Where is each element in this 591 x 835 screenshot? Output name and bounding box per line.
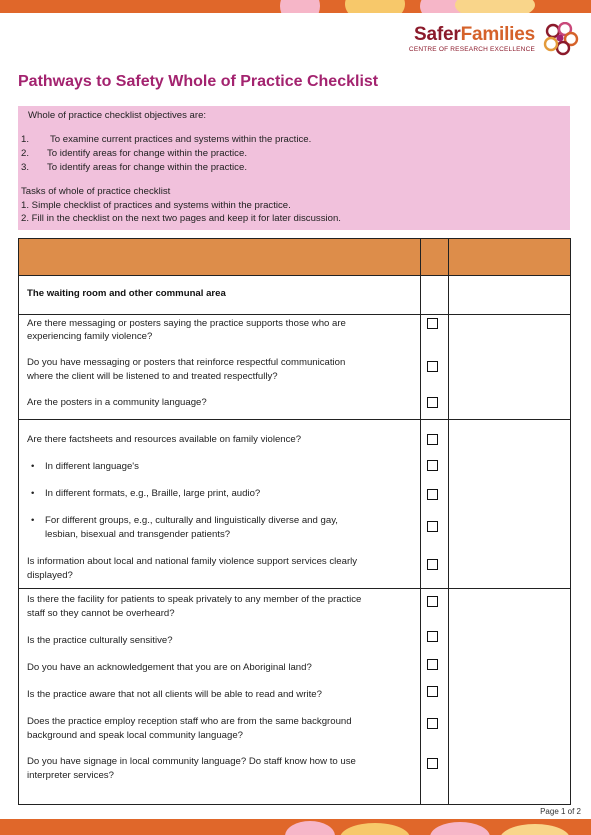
page-title: Pathways to Safety Whole of Practice Checklist	[18, 73, 379, 90]
question-text: Is the practice culturally sensitive?	[27, 635, 173, 646]
objectives-box	[18, 106, 570, 230]
question-text: interpreter services?	[27, 770, 114, 781]
band-blob	[500, 824, 570, 835]
objectives-heading: Whole of practice checklist objectives are:	[28, 110, 207, 121]
band-blob	[285, 821, 335, 835]
table-header-row	[19, 239, 571, 276]
question-text: Are there messaging or posters saying the practice supports those who are	[27, 318, 346, 329]
checkbox[interactable]	[427, 460, 438, 471]
checkbox[interactable]	[427, 559, 438, 570]
safer-families-logo	[409, 22, 579, 56]
header-cell	[421, 239, 449, 276]
checkbox[interactable]	[427, 596, 438, 607]
question-group	[19, 420, 571, 589]
question-text: Do you have signage in local community language? Do staff know how to use	[27, 756, 356, 767]
question-text: Is information about local and national family violence support services clearly	[27, 556, 358, 567]
question-text: displayed?	[27, 570, 73, 581]
bullet-point: •	[31, 488, 35, 499]
notes-cell[interactable]	[449, 420, 571, 589]
task-item: 2. Fill in the checklist on the next two pages and keep it for later discussion.	[21, 213, 341, 224]
checkbox-cell	[421, 420, 449, 589]
header-cell	[19, 239, 421, 276]
question-text: experiencing family violence?	[27, 331, 153, 342]
checkbox-cell	[421, 315, 449, 420]
question-group	[19, 589, 571, 805]
logo-word-part2: Families	[460, 24, 535, 45]
checkbox[interactable]	[427, 659, 438, 670]
question-text: In different language's	[45, 461, 139, 472]
question-text: background and speak local community language?	[27, 730, 243, 741]
task-item: 1. Simple checklist of practices and systems within the practice.	[21, 200, 291, 211]
question-text: Are the posters in a community language?	[27, 397, 207, 408]
checkbox[interactable]	[427, 758, 438, 769]
checklist-table	[18, 238, 571, 805]
section-row	[19, 276, 571, 315]
top-decorative-band	[0, 0, 591, 13]
empty-cell	[421, 276, 449, 315]
tasks-heading: Tasks of whole of practice checklist	[21, 186, 171, 197]
flower-circles-icon	[541, 22, 579, 56]
bottom-decorative-band	[0, 819, 591, 835]
question-text: lesbian, bisexual and transgender patients?	[45, 529, 231, 540]
objective-text: To identify areas for change within the practice.	[47, 162, 247, 173]
question-text: Do you have an acknowledgement that you are on Aboriginal land?	[27, 662, 312, 673]
empty-cell	[449, 276, 571, 315]
checkbox[interactable]	[427, 361, 438, 372]
checkbox[interactable]	[427, 631, 438, 642]
checkbox[interactable]	[427, 434, 438, 445]
band-blob	[280, 0, 320, 13]
checkbox[interactable]	[427, 718, 438, 729]
checkbox[interactable]	[427, 489, 438, 500]
logo-subtitle: CENTRE OF RESEARCH EXCELLENCE	[408, 46, 535, 53]
objective-text: To identify areas for change within the practice.	[47, 148, 247, 159]
questions-cell	[19, 589, 421, 805]
question-text: staff so they cannot be overheard?	[27, 608, 175, 619]
band-blob	[455, 0, 535, 13]
question-text: Are there factsheets and resources available on family violence?	[27, 434, 302, 445]
section-title-cell	[19, 276, 421, 315]
bullet-point: •	[31, 515, 35, 526]
questions-cell	[19, 420, 421, 589]
notes-cell[interactable]	[449, 315, 571, 420]
question-group	[19, 315, 571, 420]
objective-text: To examine current practices and systems within the practice.	[50, 134, 312, 145]
band-blob	[345, 0, 405, 13]
header-cell	[449, 239, 571, 276]
checkbox[interactable]	[427, 318, 438, 329]
logo-word-part1: Safer	[414, 24, 461, 45]
question-text: Is the practice aware that not all clients will be able to read and write?	[27, 689, 322, 700]
notes-cell[interactable]	[449, 589, 571, 805]
checkbox[interactable]	[427, 521, 438, 532]
checkbox-cell	[421, 589, 449, 805]
question-text: Does the practice employ reception staff who are from the same background	[27, 716, 352, 727]
bullet-point: •	[31, 461, 35, 472]
objective-number: 2.	[21, 148, 30, 159]
band-blob	[430, 822, 490, 835]
questions-cell	[19, 315, 421, 420]
question-text: where the client will be listened to and treated respectfully?	[27, 371, 278, 382]
checkbox[interactable]	[427, 686, 438, 697]
question-text: Is there the facility for patients to speak privately to any member of the practice	[27, 594, 362, 605]
checkbox[interactable]	[427, 397, 438, 408]
band-blob	[340, 823, 410, 835]
question-text: For different groups, e.g., culturally and linguistically diverse and gay,	[45, 515, 338, 526]
page-number: Page 1 of 2	[540, 807, 581, 816]
question-text: In different formats, e.g., Braille, large print, audio?	[45, 488, 261, 499]
objective-number: 1.	[21, 134, 30, 145]
section-title: The waiting room and other communal area	[27, 288, 226, 299]
question-text: Do you have messaging or posters that reinforce respectful communication	[27, 357, 346, 368]
logo-wordmark	[414, 24, 535, 46]
objective-number: 3.	[21, 162, 30, 173]
